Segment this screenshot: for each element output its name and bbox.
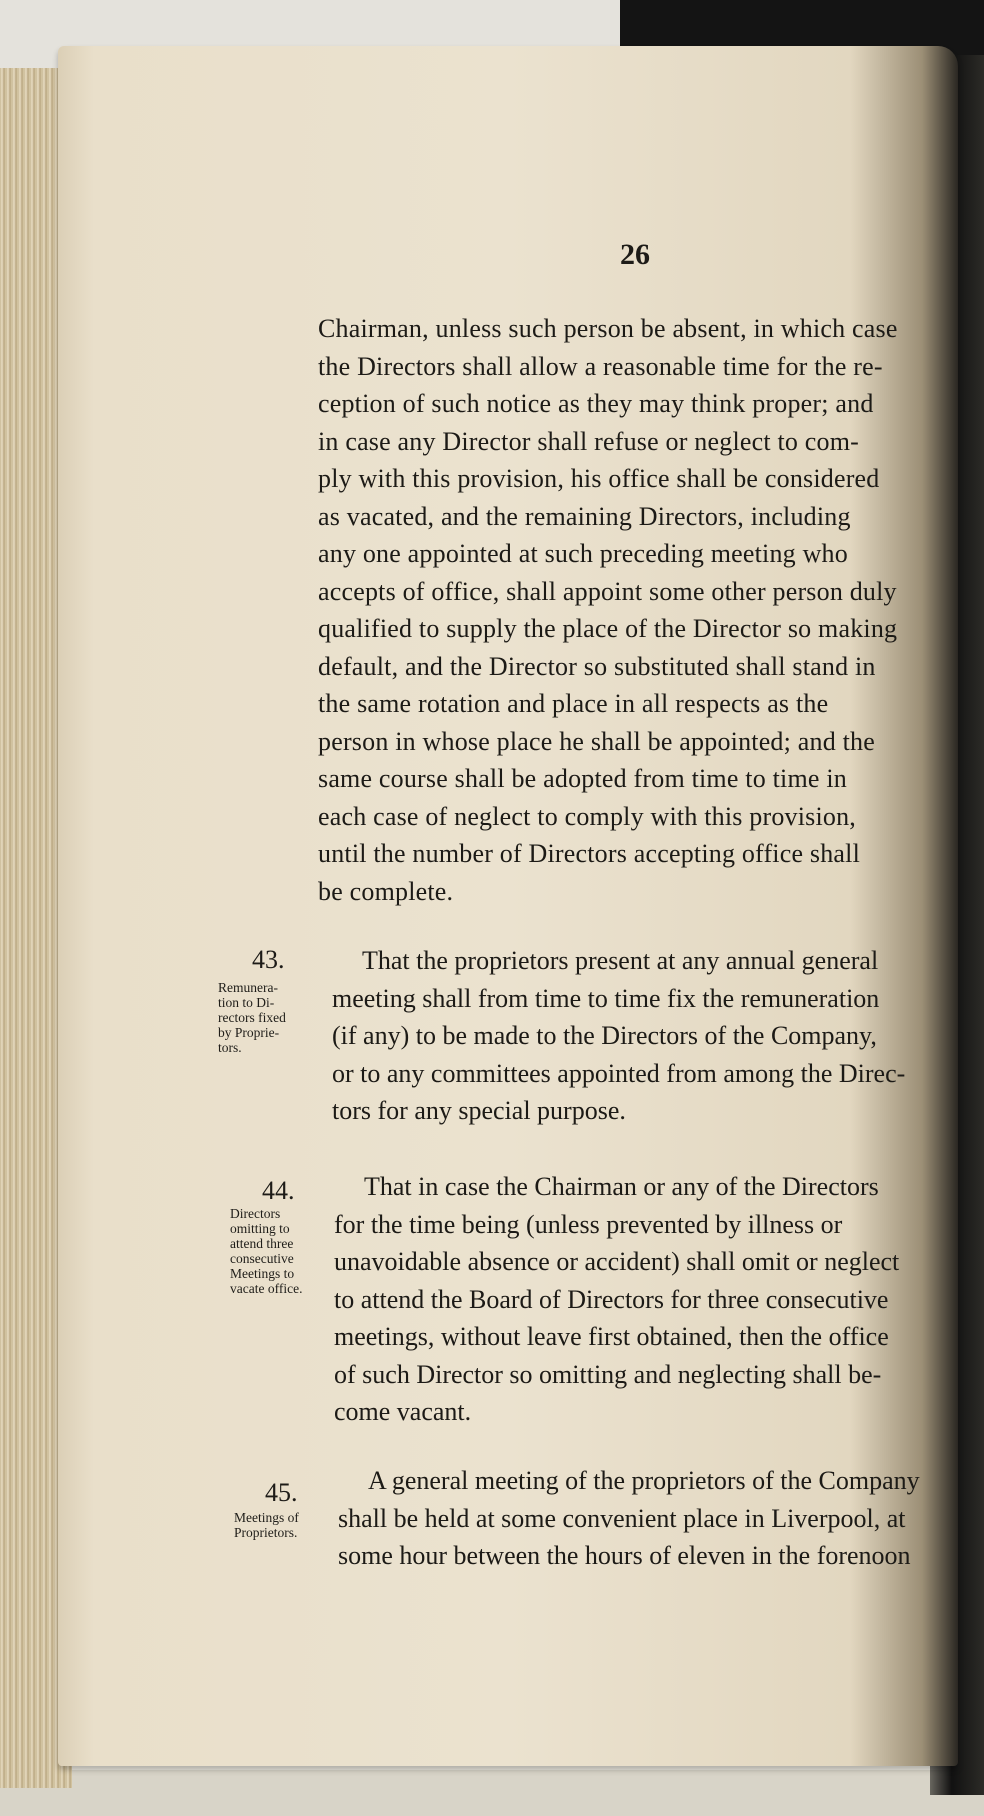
sidenote-43	[218, 980, 328, 1055]
text-line: tors for any special purpose.	[332, 1096, 626, 1125]
sidenote-44	[230, 1206, 340, 1296]
sidenote-line: by Proprie-	[218, 1025, 280, 1040]
sidenote-line: tors.	[218, 1040, 242, 1055]
sidenote-line: Meetings to	[230, 1266, 295, 1281]
text-line: A general meeting of the proprietors of the Company	[368, 1466, 920, 1495]
text-line: in case any Director shall refuse or neglect to com-	[318, 426, 860, 456]
text-line: of such Director so omitting and neglecting shall be-	[334, 1359, 882, 1389]
clause-43-paragraph	[332, 942, 952, 1130]
clause-44-paragraph	[334, 1168, 954, 1431]
clause-number-43: 43.	[252, 945, 285, 974]
sidenote-line: tion to Di-	[218, 995, 275, 1010]
text-line: shall be held at some convenient place in Liverpool, at	[338, 1503, 906, 1533]
text-line: until the number of Directors accepting office shall	[318, 839, 861, 868]
text-line: or to any committees appointed from among the Direc-	[332, 1058, 906, 1088]
clause-45-paragraph	[338, 1462, 958, 1575]
sidenote-line: attend three	[230, 1236, 294, 1251]
sidenote-line: consecutive	[230, 1251, 294, 1266]
text-line: (if any) to be made to the Directors of the Company,	[332, 1021, 877, 1050]
text-line: meeting shall from time to time fix the remuneration	[332, 983, 880, 1013]
page-number: 26	[620, 238, 650, 271]
text-line: person in whose place he shall be appointed; and the	[318, 726, 875, 756]
text-line: ply with this provision, his office shall be considered	[318, 464, 880, 493]
background-bottom	[0, 1770, 984, 1816]
text-line: unavoidable absence or accident) shall omit or neglect	[334, 1247, 900, 1276]
text-line: meetings, without leave first obtained, then the office	[334, 1322, 889, 1351]
text-line: to attend the Board of Directors for three consecutive	[334, 1284, 889, 1314]
text-line: default, and the Director so substituted shall stand in	[318, 651, 876, 681]
text-line: qualified to supply the place of the Director so making	[318, 614, 898, 643]
sidenote-line: omitting to	[230, 1221, 290, 1236]
sidenote-line: Meetings of	[234, 1510, 299, 1525]
text-line: same course shall be adopted from time to time in	[318, 764, 847, 793]
sidenote-line: Directors	[230, 1206, 281, 1221]
text-line: be complete.	[318, 876, 454, 906]
text-line: accepts of office, shall appoint some other person duly	[318, 576, 897, 606]
sidenote-45	[234, 1510, 344, 1540]
text-line: come vacant.	[334, 1397, 472, 1426]
text-line: That the proprietors present at any annual general	[362, 946, 879, 975]
text-line: That in case the Chairman or any of the Directors	[364, 1172, 879, 1201]
sidenote-line: rectors fixed	[218, 1010, 286, 1025]
text-line: ception of such notice as they may think proper; and	[318, 389, 874, 418]
text-line: some hour between the hours of eleven in the forenoon	[338, 1541, 911, 1570]
sidenote-line: Proprietors.	[234, 1525, 298, 1540]
clause-number-44: 44.	[262, 1176, 295, 1205]
text-line: for the time being (unless prevented by illness or	[334, 1209, 843, 1239]
clause-number-45: 45.	[265, 1478, 298, 1507]
text-line: the Directors shall allow a reasonable time for the re-	[318, 351, 883, 381]
text-line: each case of neglect to comply with this provision,	[318, 801, 857, 831]
sidenote-line: Remunera-	[218, 980, 278, 995]
text-line: any one appointed at such preceding meeting who	[318, 539, 848, 568]
text-line: as vacated, and the remaining Directors, including	[318, 501, 851, 531]
text-line: the same rotation and place in all respects as the	[318, 689, 829, 718]
sidenote-line: vacate office.	[230, 1281, 303, 1296]
text-line: Chairman, unless such person be absent, in which case	[318, 314, 898, 343]
continuation-paragraph	[318, 310, 948, 910]
